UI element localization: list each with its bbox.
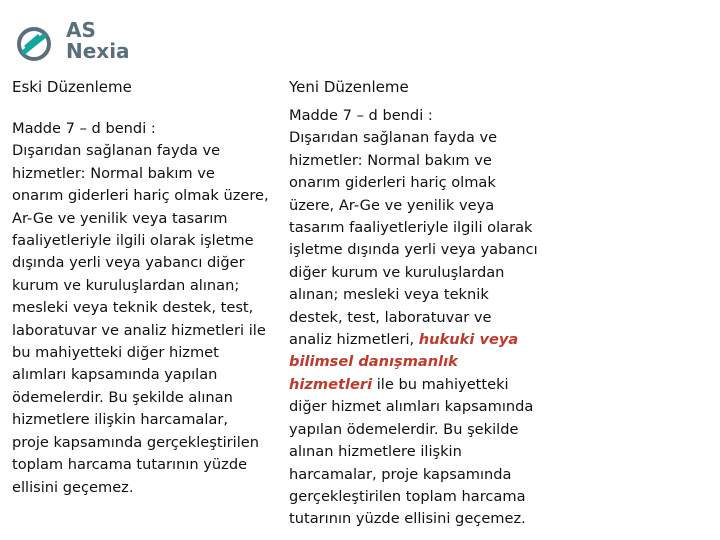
text-line: gerçekleştirilen toplam harcama: [289, 487, 526, 505]
text-line: yapılan ödemelerdir. Bu şekilde: [289, 420, 519, 438]
text-line: toplam harcama tutarının yüzde: [12, 456, 248, 474]
text-line: diğer kurum ve kuruluşlardan: [289, 263, 505, 281]
text-line: mesleki veya teknik destek, test,: [12, 299, 254, 317]
text-line: işletme dışında yerli veya yabancı: [289, 241, 538, 259]
text-line: laboratuvar ve analiz hizmetleri ile: [12, 321, 266, 339]
text-line: ellisini geçemez.: [12, 478, 134, 496]
text-line: hizmetler: Normal bakım ve: [12, 164, 215, 182]
old-regulation-heading: Eski Düzenleme: [12, 78, 132, 96]
text-line: [289, 374, 551, 396]
text-line: dışında yerli veya yabancı diğer: [12, 254, 245, 272]
text-line: alınan hizmetlere ilişkin: [289, 443, 462, 461]
text-line: bu mahiyetteki diğer hizmet: [12, 344, 219, 362]
old-regulation-text: [12, 118, 290, 499]
text-line: harcamalar, proje kapsamında: [289, 465, 512, 483]
logo-line-1: AS: [66, 18, 96, 42]
text-line: Madde 7 – d bendi :: [12, 120, 156, 137]
text-line: kurum ve kuruluşlardan alınan;: [12, 276, 240, 294]
text-line: faaliyetleriyle ilgili olarak işletme: [12, 232, 254, 250]
text-line: tasarım faaliyetleriyle ilgili olarak: [289, 219, 533, 237]
text-line: alımları kapsamında yapılan: [12, 366, 218, 384]
text-line: Ar-Ge ve yenilik veya tasarım: [12, 209, 228, 227]
highlighted-text: hizmetleri: [289, 375, 373, 393]
text-line: onarım giderleri hariç olmak üzere,: [12, 187, 269, 205]
company-logo: [16, 20, 136, 70]
text-line: alınan; mesleki veya teknik: [289, 286, 489, 304]
text-line: [289, 329, 551, 351]
text-line: üzere, Ar-Ge ve yenilik veya: [289, 196, 495, 214]
logo-line-2: Nexia: [66, 39, 130, 63]
text-line: Dışarıdan sağlanan fayda ve: [12, 142, 221, 160]
text-line: ödemelerdir. Bu şekilde alınan: [12, 388, 233, 406]
text-segment: ile bu mahiyetteki: [372, 375, 509, 393]
highlighted-text: hukuki veya: [418, 331, 519, 349]
new-regulation-text: [289, 105, 551, 531]
text-segment: analiz hizmetleri,: [289, 331, 419, 349]
text-line: tutarının yüzde ellisini geçemez.: [289, 510, 526, 528]
logo-wordmark: [66, 20, 130, 62]
text-line: Madde 7 – d bendi :: [289, 107, 433, 124]
text-line: hizmetlere ilişkin harcamalar,: [12, 411, 229, 429]
nexia-logo-icon: [16, 26, 52, 62]
text-line: hizmetler: Normal bakım ve: [289, 151, 492, 169]
text-line: [289, 351, 551, 373]
text-line: proje kapsamında gerçekleştirilen: [12, 433, 259, 451]
text-line: diğer hizmet alımları kapsamında: [289, 398, 534, 416]
highlighted-text: bilimsel danışmanlık: [289, 353, 458, 371]
text-line: onarım giderleri hariç olmak: [289, 174, 496, 192]
text-line: Dışarıdan sağlanan fayda ve: [289, 129, 498, 147]
text-line: destek, test, laboratuvar ve: [289, 308, 492, 326]
new-regulation-heading: Yeni Düzenleme: [289, 78, 409, 96]
